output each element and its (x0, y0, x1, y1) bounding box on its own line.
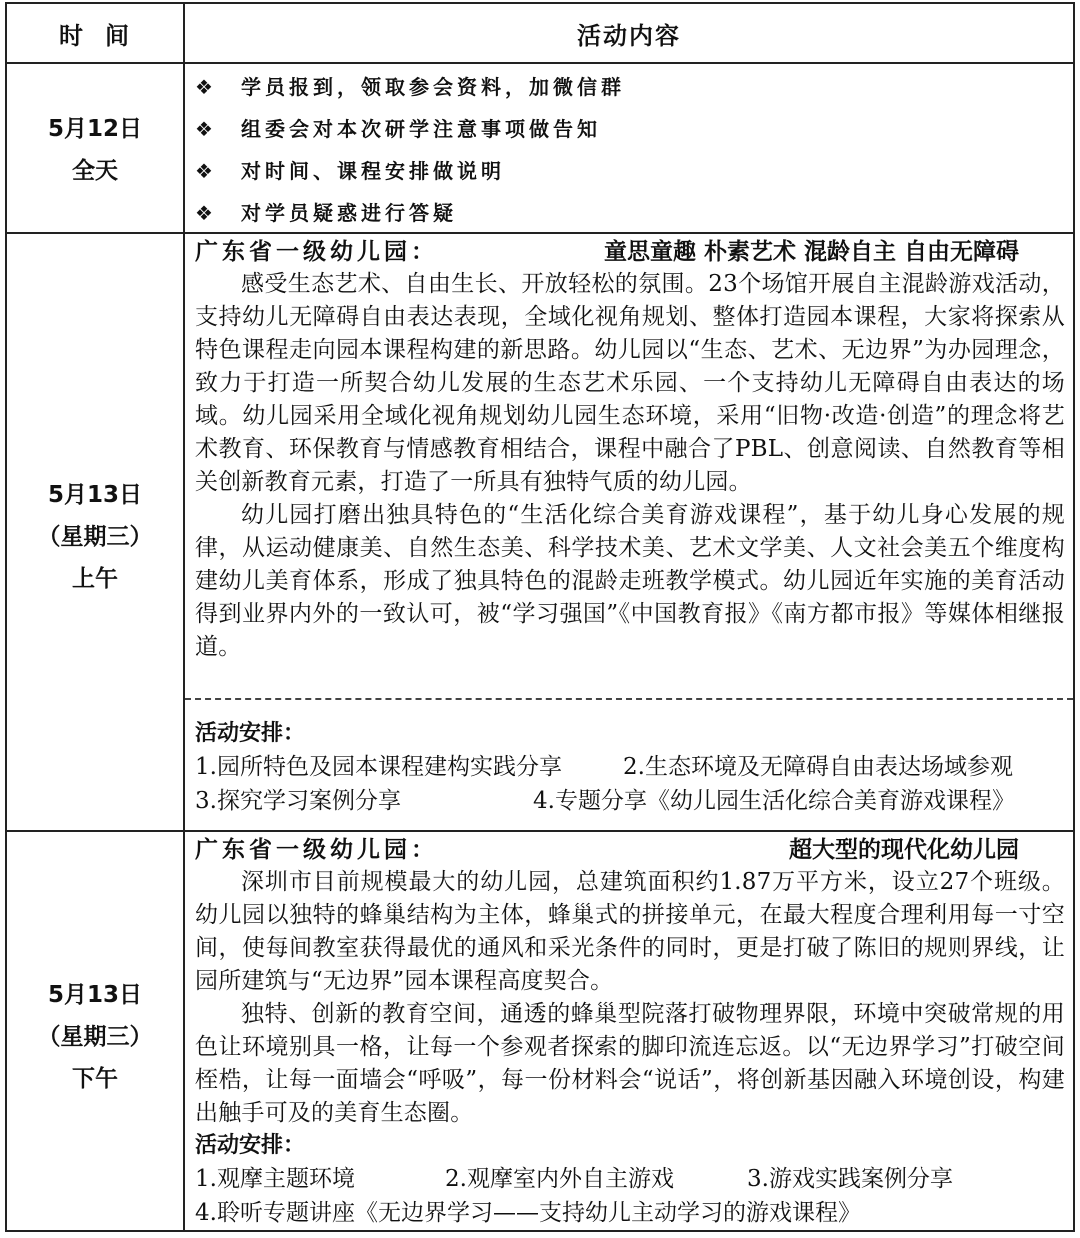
list-item: ❖ 对学员疑惑进行答疑 (195, 192, 1065, 234)
period: 全天 (72, 158, 118, 184)
arrangement-item: 1.观摩主题环境 (195, 1166, 355, 1192)
org-label: 广东省一级幼儿园： (195, 239, 438, 265)
weekday: （星期三） (37, 1024, 153, 1050)
time-cell-day1 (7, 108, 183, 192)
bullet-list (195, 66, 1065, 234)
header-activity: 活动内容 (577, 21, 681, 50)
arrangement-row (195, 1196, 1065, 1230)
list-item: ❖ 对时间、课程安排做说明 (195, 150, 1065, 192)
arrangement-row (195, 784, 1065, 818)
row-divider (7, 830, 1073, 832)
row-divider (7, 62, 1073, 64)
arrangement-item: 4.专题分享《幼儿园生活化综合美育游戏课程》 (533, 788, 1015, 814)
arrangement-row (195, 1162, 1065, 1196)
diamond-bullet-icon: ❖ (195, 75, 213, 99)
date: 5月13日 (47, 982, 142, 1008)
period: 下午 (72, 1066, 118, 1092)
paragraph: 独特、创新的教育空间，通透的蜂巢型院落打破物理界限，环境中突破常规的用色让环境别具一格，让每一个参观者探索的脚印流连忘返。以“无边界学习”打破空间桎梏，让每一面墙会“呼吸”，每一份材料会“说话”，将创新基因融入环境创设，构建出触手可及的美育生态圈。 (195, 1001, 1065, 1126)
arrangement-item: 3.探究学习案例分享 (195, 788, 401, 814)
arrangement-item: 2.观摩室内外自主游戏 (445, 1166, 674, 1192)
diamond-bullet-icon: ❖ (195, 117, 213, 141)
paragraph: 深圳市目前规模最大的幼儿园，总建筑面积约1.87万平方米，设立27个班级。幼儿园以独特的蜂巢结构为主体，蜂巢式的拼接单元，在最大程度合理利用每一寸空间，使每间教室获得最优的通风和采光条件的同时，更是打破了陈旧的规则界线，让园所建筑与“无边界”园本课程高度契合。 (195, 869, 1065, 994)
schedule-table (5, 2, 1075, 1232)
arrangement-item: 1.园所特色及园本课程建构实践分享 (195, 754, 562, 780)
column-divider (183, 4, 185, 1230)
date: 5月13日 (47, 482, 142, 508)
section-title (195, 236, 1065, 268)
weekday: （星期三） (37, 524, 153, 550)
dashed-separator (185, 698, 1073, 700)
period: 上午 (72, 566, 118, 592)
arrangement-title: 活动安排： (195, 721, 306, 746)
arrangement-morning (195, 718, 1065, 818)
arrangement-row (195, 750, 1065, 784)
section-title (195, 834, 1065, 866)
time-cell-day2-morning (7, 474, 183, 600)
theme-label: 超大型的现代化幼儿园 (789, 837, 1019, 863)
arrangement-title: 活动安排： (195, 1133, 306, 1158)
time-cell-day2-afternoon (7, 974, 183, 1100)
list-item: ❖ 组委会对本次研学注意事项做告知 (195, 108, 1065, 150)
header-time: 时间 (59, 21, 151, 50)
paragraph: 幼儿园打磨出独具特色的“生活化综合美育游戏课程”，基于幼儿身心发展的规律，从运动健康美、自然生态美、科学技术美、艺术文学美、人文社会美五个维度构建幼儿美育体系，形成了独具特色的混龄走班教学模式。幼儿园近年实施的美育活动得到业界内外的一致认可，被“学习强国”《中国教育报》《南方都市报》等媒体相继报道。 (195, 502, 1065, 660)
paragraph: 感受生态艺术、自由生长、开放轻松的氛围。23个场馆开展自主混龄游戏活动，支持幼儿无障碍自由表达表现，全域化视角规划、整体打造园本课程，大家将探索从特色课程走向园本课程构建的新思路。幼儿园以“生态、艺术、无边界”为办园理念，致力于打造一所契合幼儿发展的生态艺术乐园、一个支持幼儿无障碍自由表达的场域。幼儿园采用全域化视角规划幼儿园生态环境，采用“旧物·改造·创造”的理念将艺术教育、环保教育与情感教育相结合，课程中融合了PBL、创意阅读、自然教育等相关创新教育元素，打造了一所具有独特气质的幼儿园。 (195, 271, 1065, 495)
activity-afternoon (195, 834, 1065, 1230)
theme-label: 童思童趣 朴素艺术 混龄自主 自由无障碍 (603, 239, 1019, 265)
diamond-bullet-icon: ❖ (195, 201, 213, 225)
arrangement-item: 2.生态环境及无障碍自由表达场域参观 (623, 754, 1013, 780)
arrangement-item: 3.游戏实践案例分享 (747, 1166, 953, 1192)
activity-morning (195, 236, 1065, 664)
diamond-bullet-icon: ❖ (195, 159, 213, 183)
arrangement-item: 4.聆听专题讲座《无边界学习——支持幼儿主动学习的游戏课程》 (195, 1200, 861, 1226)
date: 5月12日 (47, 116, 142, 142)
list-item: ❖ 学员报到，领取参会资料，加微信群 (195, 66, 1065, 108)
org-label: 广东省一级幼儿园： (195, 837, 438, 863)
